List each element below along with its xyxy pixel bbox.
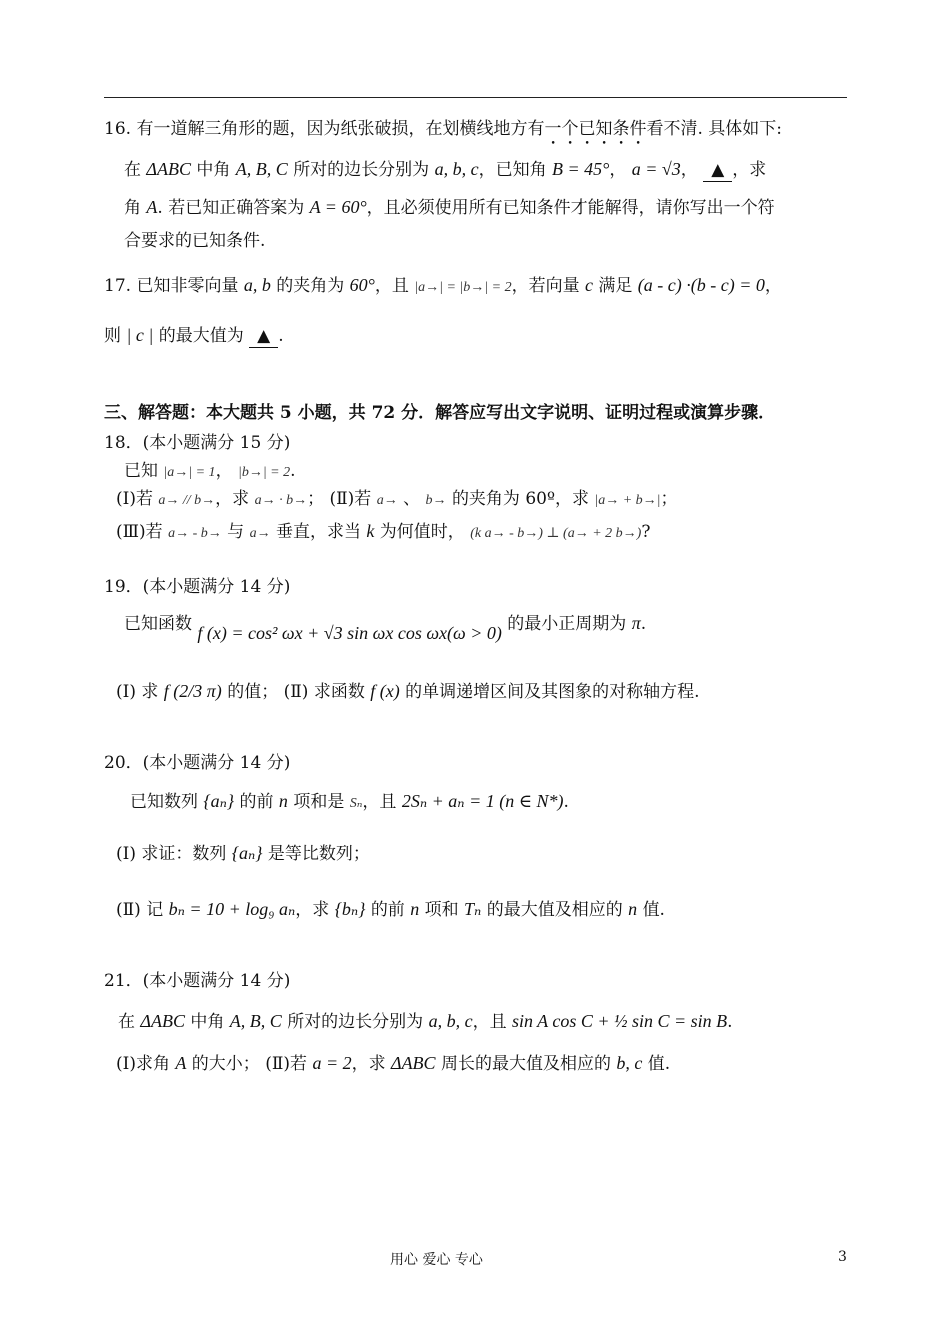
q19-text: 已知函数 (124, 614, 192, 634)
q21-math: ΔABC (140, 1011, 185, 1031)
page-number: 3 (838, 1249, 847, 1265)
q17-math: | c | (126, 325, 154, 345)
q16-line-2 (124, 158, 766, 182)
q21-text: (Ⅰ)求角 (116, 1054, 170, 1074)
q16-math: A, B, C (235, 159, 288, 179)
q21-text: 在 (118, 1012, 135, 1032)
q18-text: 已知 (124, 461, 158, 481)
q16-line-1 (104, 118, 782, 149)
q18-math: a→ (249, 526, 271, 541)
q20-heading (104, 752, 290, 774)
q21-heading (104, 970, 290, 992)
q18-text: 为何值时， (379, 522, 465, 542)
q20-text: 的最大值及相应的 (486, 900, 623, 920)
q16-text: 在 (124, 160, 141, 180)
q19-text: 的最小正周期为 (507, 614, 627, 634)
q16-text: 角 (124, 198, 141, 218)
q21-math: b, c (616, 1053, 643, 1073)
q17-text: ，若向量 (511, 276, 580, 296)
q16-math: ΔABC (146, 159, 191, 179)
q17-text: ，且 (374, 276, 409, 296)
q21-parts (116, 1052, 670, 1075)
q16-text: 所对的边长分别为 (293, 160, 430, 180)
q19-math: f (x) (370, 681, 400, 701)
q17-math: |a→| = |b→| = 2 (414, 280, 512, 295)
q21-math: a = 2 (312, 1053, 352, 1073)
q21-text: 周长的最大值及相应的 (440, 1054, 611, 1074)
q21-text: ，且 (472, 1012, 507, 1032)
q16-text: 16. 有一道解三角形的题，因为纸张破损，在划横线地方有 (104, 119, 545, 139)
q18-text: ? (641, 522, 651, 542)
q21-text: 的大小； (Ⅱ)若 (191, 1054, 308, 1074)
q16-text: ，且必须使用所有已知条件才能解得，请你写出一个符 (366, 198, 775, 218)
q17-text: 满足 (598, 276, 633, 296)
q18-math: |a→ + b→| (594, 493, 661, 508)
q20-text: 的前 (370, 900, 405, 920)
q20-math: {aₙ} (231, 843, 263, 863)
q20-math: 2Sₙ + aₙ = 1 (n ∈ N*) (401, 791, 564, 811)
q20-text: 的前 (239, 792, 274, 812)
q16-emphasis-text: 一个已知条件 (544, 119, 647, 139)
q19-heading (104, 576, 290, 598)
q20-text: ，求 (295, 900, 330, 920)
q20-text: 项和 (424, 900, 459, 920)
q17-math: 60° (349, 275, 375, 295)
q18-head-text: 18．(本小题满分 15 分) (104, 433, 291, 453)
q17-math: a, b (243, 275, 271, 295)
q19-math: π (631, 613, 641, 633)
q19-text: (Ⅰ) 求 (116, 682, 159, 702)
q18-text: (Ⅲ)若 (116, 522, 163, 542)
q16-line-4 (124, 230, 265, 252)
q18-parts-1-2 (116, 488, 678, 512)
q19-text: 的值； (Ⅱ) 求函数 (227, 682, 365, 702)
q18-text: ； (Ⅱ)若 (307, 489, 372, 509)
q18-part-3 (116, 520, 650, 545)
q18-given (124, 460, 296, 484)
q18-math: a→ - b→ (168, 526, 222, 541)
q16-text: ，已知角 (478, 160, 547, 180)
q20-part-2 (116, 898, 665, 921)
q20-given (130, 790, 569, 815)
q17-text: ， (764, 276, 782, 296)
q18-text: 、 (403, 489, 421, 509)
q19-head-text: 19．(本小题满分 14 分) (104, 577, 291, 597)
q20-math: Tₙ (464, 899, 482, 919)
q20-head-text: 20．(本小题满分 14 分) (104, 753, 291, 773)
q18-math: a→ (376, 493, 398, 508)
q20-text: 项和是 (293, 792, 345, 812)
q20-math: {bₙ} (334, 899, 366, 919)
q17-math: (a - c) ·(b - c) = 0 (637, 275, 765, 295)
q20-text: 是等比数列； (267, 844, 370, 864)
q18-math: k (366, 521, 375, 541)
q16-line-3 (124, 196, 775, 219)
q19-parts (116, 680, 700, 703)
header-rule (104, 97, 847, 98)
q20-part-1 (116, 842, 370, 865)
q18-text: ，求 (215, 489, 250, 509)
q17-text: 17. 已知非零向量 (104, 276, 239, 296)
section-3-heading (104, 402, 775, 424)
q17-math: c (584, 275, 593, 295)
q18-math: a→ // b→ (158, 493, 216, 508)
q16-math: a = √3 (631, 159, 681, 179)
q17-text: 的最大值为 (158, 326, 244, 346)
q21-text: ，求 (351, 1054, 386, 1074)
q21-text: . (727, 1012, 733, 1032)
q21-text: 值. (647, 1054, 671, 1074)
q17-line-1 (104, 274, 782, 299)
q18-math: a→ · b→ (254, 493, 308, 508)
q17-text: 的夹角为 (276, 276, 345, 296)
q16-math: B = 45° (552, 159, 610, 179)
q20-text: ，且 (362, 792, 397, 812)
q20-math: bₙ = 10 + log₉ aₙ (168, 899, 296, 919)
q18-text: ； (660, 489, 678, 509)
q18-heading (104, 432, 290, 454)
q17-text: 则 (104, 326, 121, 346)
q18-math: |a→| = 1 (163, 465, 216, 480)
q20-math: n (278, 791, 288, 811)
q18-math: (k a→ - b→) ⊥ (a→ + 2 b→) (470, 526, 642, 541)
q19-text: . (640, 614, 647, 634)
q21-text: 所对的边长分别为 (287, 1012, 424, 1032)
section-3-text: 三、解答题：本大题共 5 小题，共 72 分．解答应写出文字说明、证明过程或演算步骤． (104, 403, 776, 423)
q19-math: f (x) = cos² ωx + √3 sin ωx cos ωx(ω > 0) (197, 623, 502, 643)
q21-given (118, 1010, 733, 1033)
q20-text: . (563, 792, 569, 812)
q16-text: . 若已知正确答案为 (157, 198, 305, 218)
q16-text: 合要求的已知条件. (124, 231, 266, 251)
q18-text: (Ⅰ)若 (116, 489, 153, 509)
q18-math: b→ (425, 493, 447, 508)
q20-text: (Ⅱ) 记 (116, 900, 164, 920)
q19-given (124, 612, 647, 643)
q17-answer-blank: ▲ (249, 325, 278, 348)
q19-math: f (2/3 π) (163, 681, 222, 701)
q20-math: n (628, 899, 638, 919)
q16-text: ， (609, 160, 627, 180)
q21-text: 中角 (190, 1012, 225, 1032)
q21-math: a, b, c (428, 1011, 473, 1031)
footer-motto: 用心 爱心 专心 (390, 1252, 483, 1268)
q16-math: A (146, 197, 158, 217)
q20-text: 已知数列 (130, 792, 198, 812)
q18-text: ， (215, 461, 233, 481)
q20-math: {aₙ} (203, 791, 235, 811)
q17-line-2 (104, 324, 284, 348)
q18-text: 的夹角为 60º，求 (451, 489, 589, 509)
q20-text: 值. (642, 900, 665, 920)
q21-math: sin A cos C + ½ sin C = sin B (512, 1011, 728, 1031)
q18-text: 与 (227, 522, 245, 542)
q21-math: A (175, 1053, 187, 1073)
q18-text: . (290, 461, 296, 481)
q16-math: A = 60° (309, 197, 367, 217)
q21-math: ΔABC (391, 1053, 436, 1073)
q16-text: ，求 (732, 160, 767, 180)
q16-text: ， (680, 160, 698, 180)
q18-text: 垂直，求当 (275, 522, 361, 542)
q19-text: 的单调递增区间及其图象的对称轴方程. (405, 682, 700, 702)
q17-text: . (278, 326, 284, 346)
q16-math: a, b, c (434, 159, 479, 179)
q18-math: |b→| = 2 (237, 465, 291, 480)
q16-answer-blank: ▲ (703, 159, 732, 182)
q16-text: 看不清. 具体如下: (646, 119, 782, 139)
q16-text: 中角 (196, 160, 231, 180)
q21-head-text: 21．(本小题满分 14 分) (104, 971, 291, 991)
q20-math: Sₙ (349, 796, 363, 811)
q20-math: n (410, 899, 420, 919)
q21-math: A, B, C (229, 1011, 282, 1031)
q20-text: (Ⅰ) 求证：数列 (116, 844, 227, 864)
